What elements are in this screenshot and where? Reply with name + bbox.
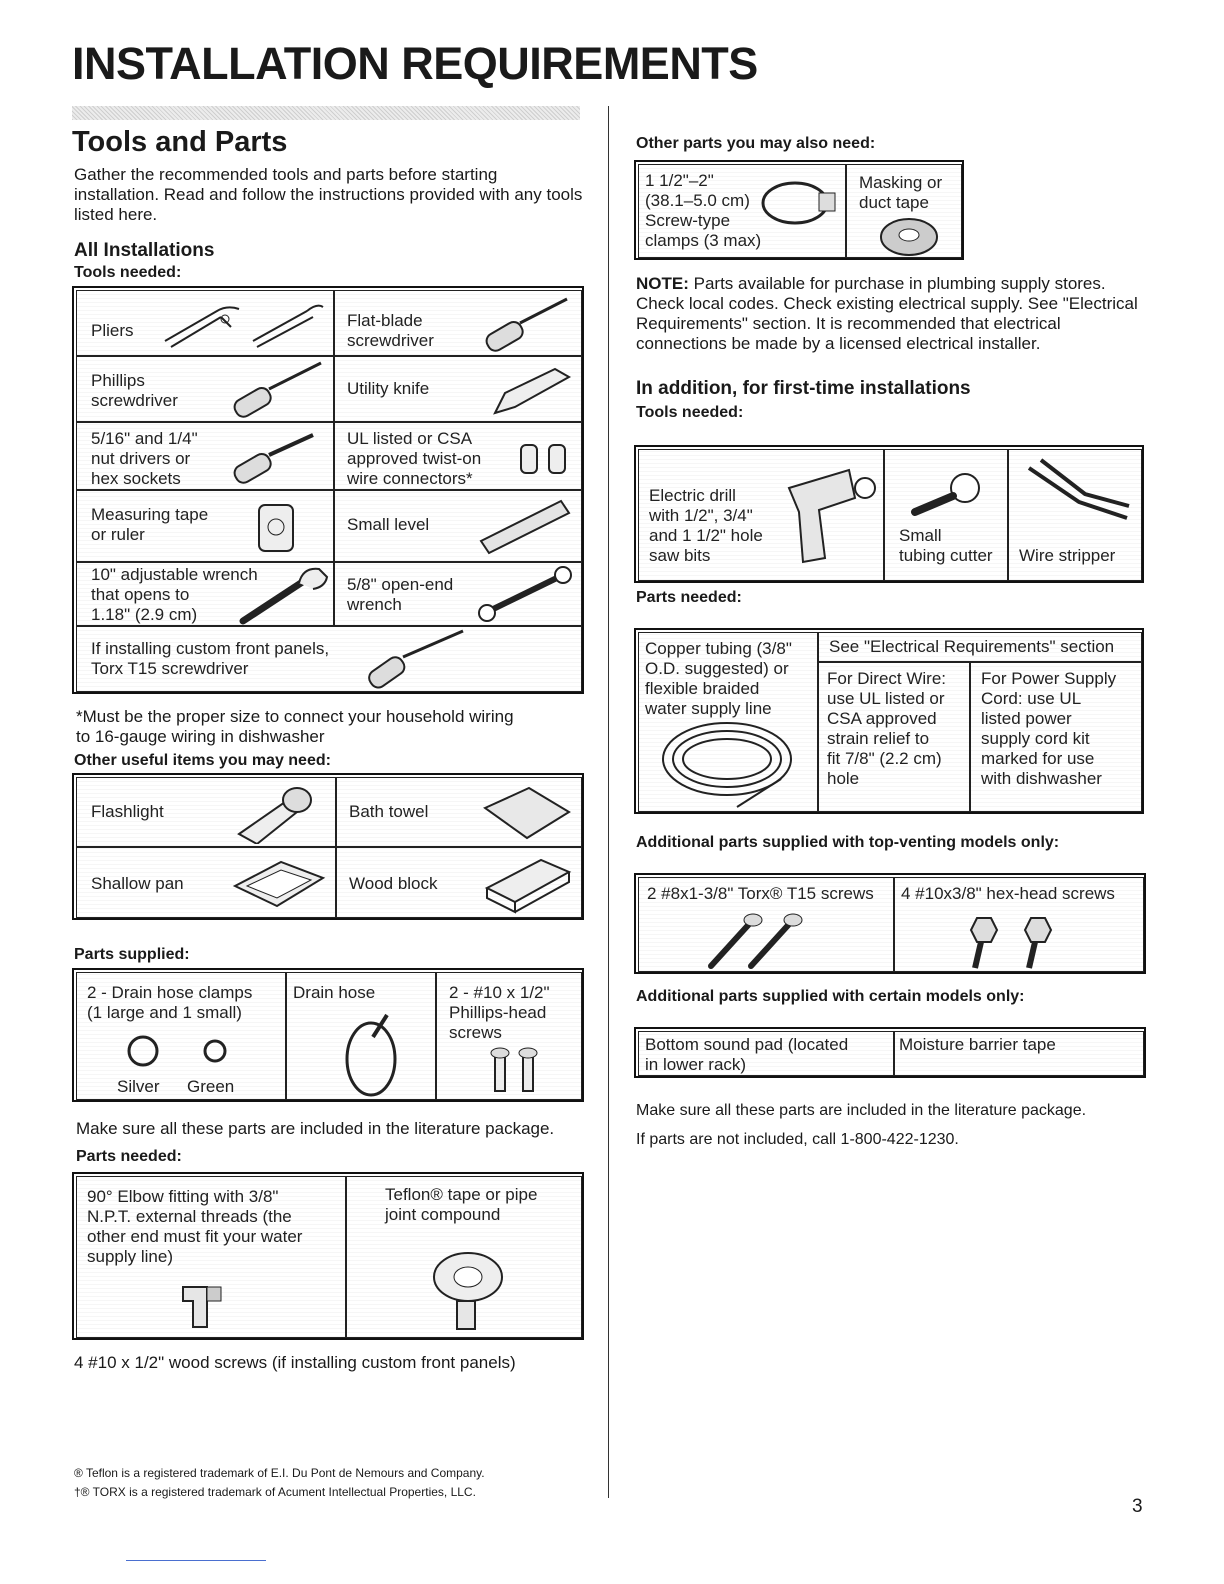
clamp-label-silver: Silver	[117, 1077, 160, 1096]
level-icon	[475, 497, 575, 557]
part-label: Teflon® tape or pipe joint compound	[385, 1185, 538, 1224]
other-parts-label: Other parts you may also need:	[636, 135, 876, 152]
item-label: Bath towel	[349, 802, 429, 821]
part-cell	[346, 1176, 582, 1338]
tool-cell	[334, 290, 582, 356]
part-cell	[286, 972, 436, 1100]
top-venting-table	[634, 873, 1146, 974]
note-body: Parts available for purchase in plumbing supply stores. Check local codes. Check existing electrical supply. See "Electrical Requirements" section. It is recommended that electrical connections be made by a licensed electrical installer.	[636, 274, 1138, 353]
wood-screws-text: 4 #10 x 1/2" wood screws (if installing custom front panels)	[74, 1353, 516, 1372]
tool-cell	[76, 490, 334, 562]
item-label: Wood block	[349, 874, 438, 893]
make-sure-right: Make sure all these parts are included in the literature package.	[636, 1102, 1087, 1119]
tool-label: Pliers	[91, 321, 134, 340]
tubing-cutter-icon	[905, 466, 995, 526]
part-cell	[638, 632, 818, 812]
drain-hose-icon	[327, 1007, 417, 1099]
screw-clamp-icon	[757, 173, 841, 233]
torx-trademark: †® TORX is a registered trademark of Acument Intellectual Properties, LLC.	[74, 1485, 476, 1499]
utility-knife-icon	[485, 363, 575, 419]
part-cell	[76, 972, 286, 1100]
part-cell	[638, 1031, 894, 1076]
phillips-screwdriver-icon	[227, 361, 327, 421]
wire-footnote: *Must be the proper size to connect your household wiring to 16-gauge wiring in dishwasher	[76, 707, 514, 746]
part-cell	[638, 164, 846, 258]
tool-label: UL listed or CSA approved twist-on wire connectors*	[347, 429, 482, 488]
part-label: Drain hose	[293, 983, 376, 1002]
tool-cell	[76, 562, 334, 626]
hose-clamp-icon	[121, 1031, 251, 1071]
tool-label: Small tubing cutter	[899, 526, 993, 565]
teflon-trademark: ® Teflon is a registered trademark of E.I. Du Pont de Nemours and Company.	[74, 1466, 485, 1480]
tool-cell	[884, 449, 1008, 581]
wood-block-icon	[481, 854, 577, 914]
top-venting-label: Additional parts supplied with top-venting models only:	[636, 834, 1060, 851]
tools-needed-label: Tools needed:	[74, 264, 182, 281]
page-edge-line	[126, 1560, 266, 1561]
tool-label: 10" adjustable wrench that opens to 1.18" (2.9 cm)	[91, 565, 258, 624]
tool-label: Measuring tape or ruler	[91, 505, 209, 544]
tool-label: Flat-blade screwdriver	[347, 311, 434, 350]
make-sure-text: Make sure all these parts are included in the literature package.	[76, 1119, 555, 1138]
part-label: Copper tubing (3/8" O.D. suggested) or flexible braided water supply line	[645, 639, 792, 718]
nut-driver-icon	[227, 429, 327, 489]
flashlight-icon	[227, 782, 327, 844]
call-number-text: If parts are not included, call 1-800-422-1230.	[636, 1131, 959, 1148]
tool-cell	[334, 490, 582, 562]
part-cell	[970, 662, 1142, 812]
other-parts-table	[634, 160, 964, 260]
hex-screws-icon	[957, 912, 1077, 970]
electric-drill-icon	[779, 458, 879, 578]
section-heading: Tools and Parts	[72, 126, 288, 158]
tool-label: Electric drill with 1/2", 3/4" and 1 1/2" hole saw bits	[649, 486, 763, 565]
parts-needed-table	[72, 1172, 584, 1340]
pliers-icon	[157, 297, 327, 353]
tape-roll-icon	[875, 215, 945, 257]
part-label: See "Electrical Requirements" section	[829, 637, 1115, 656]
first-time-parts-label: Parts needed:	[636, 589, 742, 606]
tool-cell	[638, 449, 884, 581]
tool-cell	[76, 356, 334, 422]
part-label: For Direct Wire: use UL listed or CSA approved strain relief to fit 7/8" (2.2 cm) hole	[827, 669, 946, 788]
item-cell	[76, 777, 336, 847]
tool-label: Utility knife	[347, 379, 430, 398]
torx-screwdriver-icon	[363, 629, 473, 691]
tool-label: Small level	[347, 515, 430, 534]
tool-label: 5/16" and 1/4" nut drivers or hex sockets	[91, 429, 198, 488]
certain-models-table	[634, 1027, 1146, 1078]
part-label: Bottom sound pad (located in lower rack)	[645, 1035, 849, 1074]
first-time-heading: In addition, for first-time installations	[636, 378, 971, 399]
part-cell	[846, 164, 962, 258]
tool-label: 5/8" open-end wrench	[347, 575, 454, 614]
part-cell	[818, 662, 970, 812]
screws-icon	[483, 1045, 553, 1095]
part-label: 1 1/2"–2" (38.1–5.0 cm) Screw-type clamps (3 max)	[645, 171, 762, 250]
part-cell	[638, 877, 894, 972]
part-label: 90° Elbow fitting with 3/8" N.P.T. external threads (the other end must fit your water supply line)	[87, 1187, 303, 1266]
item-cell	[336, 847, 582, 918]
first-time-tools-label: Tools needed:	[636, 404, 744, 421]
note-bold: NOTE:	[636, 274, 689, 293]
part-cell	[894, 877, 1144, 972]
tool-cell	[76, 626, 582, 692]
adjustable-wrench-icon	[237, 565, 333, 625]
copper-tubing-icon	[651, 717, 811, 811]
elbow-fitting-icon	[173, 1275, 233, 1335]
all-installations-heading: All Installations	[74, 240, 215, 261]
part-label: For Power Supply Cord: use UL listed power supply cord kit marked for use with dishwasher	[981, 669, 1117, 788]
tool-label: Phillips screwdriver	[91, 371, 178, 410]
part-cell	[818, 632, 1142, 662]
part-cell	[436, 972, 582, 1100]
tool-cell	[1008, 449, 1142, 581]
tools-table	[72, 286, 584, 694]
item-cell	[76, 847, 336, 918]
pan-icon	[229, 854, 329, 914]
certain-models-label: Additional parts supplied with certain models only:	[636, 988, 1025, 1005]
towel-icon	[479, 782, 575, 844]
screwdriver-icon	[475, 295, 575, 355]
note-text	[636, 274, 1146, 354]
tool-cell	[334, 562, 582, 626]
item-label: Shallow pan	[91, 874, 184, 893]
intro-text: Gather the recommended tools and parts before starting installation. Read and follow the instructions provided with any tools listed here.	[74, 165, 583, 224]
tool-cell	[76, 290, 334, 356]
torx-screws-icon	[701, 908, 831, 972]
measuring-tape-icon	[247, 501, 307, 557]
parts-supplied-label: Parts supplied:	[74, 946, 190, 963]
page-title: INSTALLATION REQUIREMENTS	[72, 38, 758, 89]
tool-label: If installing custom front panels, Torx T15 screwdriver	[91, 639, 330, 678]
other-useful-label: Other useful items you may need:	[74, 752, 331, 769]
open-end-wrench-icon	[475, 565, 575, 625]
part-cell	[894, 1031, 1144, 1076]
parts-needed-label: Parts needed:	[76, 1148, 182, 1165]
tool-label: Wire stripper	[1019, 546, 1116, 565]
part-cell	[76, 1176, 346, 1338]
tool-cell	[334, 356, 582, 422]
title-shade-bar	[72, 106, 580, 120]
item-cell	[336, 777, 582, 847]
tool-cell	[76, 422, 334, 490]
part-label: Moisture barrier tape	[899, 1035, 1056, 1054]
wire-connector-icon	[515, 441, 575, 481]
tool-cell	[334, 422, 582, 490]
column-divider	[608, 106, 609, 1498]
first-time-tools-table	[634, 445, 1144, 583]
other-useful-table	[72, 773, 584, 920]
teflon-tape-icon	[423, 1247, 513, 1337]
part-label: 4 #10x3/8" hex-head screws	[901, 884, 1115, 903]
page-number: 3	[1132, 1496, 1143, 1517]
first-time-parts-table	[634, 628, 1144, 814]
clamp-label-green: Green	[187, 1077, 235, 1096]
part-label: 2 - Drain hose clamps (1 large and 1 small)	[87, 983, 253, 1022]
part-label: 2 #8x1-3/8" Torx® T15 screws	[647, 884, 874, 903]
item-label: Flashlight	[91, 802, 164, 821]
part-label: Masking or duct tape	[859, 173, 943, 212]
wire-stripper-icon	[1019, 458, 1135, 538]
parts-supplied-table	[72, 968, 584, 1102]
part-label: 2 - #10 x 1/2" Phillips-head screws	[449, 983, 550, 1042]
